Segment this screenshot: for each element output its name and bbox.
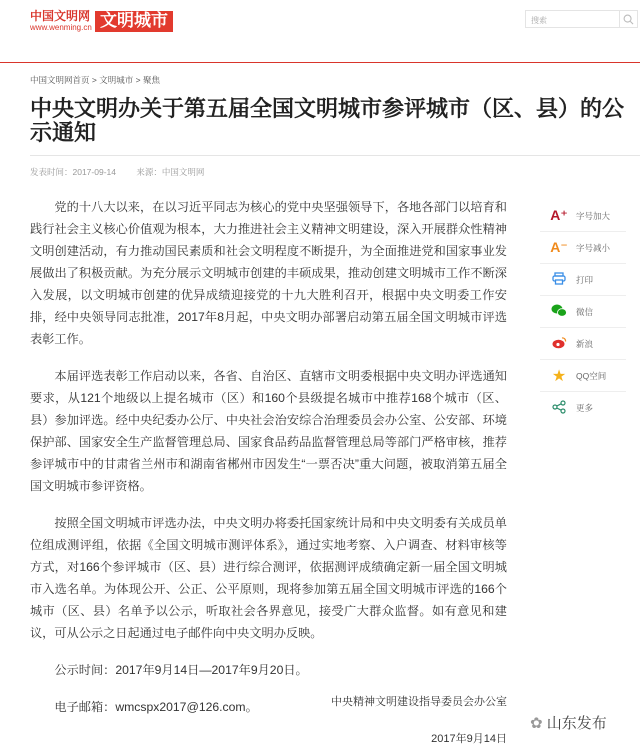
page-title: 中央文明办关于第五届全国文明城市参评城市（区、县）的公示通知 xyxy=(30,96,625,145)
print-button[interactable]: 打印 xyxy=(540,264,626,296)
watermark: ✿ 山东发布 xyxy=(530,715,607,732)
watermark-icon: ✿ xyxy=(530,715,547,732)
paragraph: 本届评选表彰工作启动以来，各省、自治区、直辖市文明委根据中央文明办评选通知要求，从121个地级以上提名城市（区）和160个县级提名城市中推荐168个城市（区、县）参加评选。经中央纪委办公厅、中央社会治安综合治理委员会办公室、公安部、环境保护部、国家安全生产监督管理总局、国家食品药品监督管理总局等部门严格审核，推荐参评城市中的甘肃省兰州市和湖南省郴州市因发生“一票否决”重大问题，被取消第五届全国文明城市参评资格。 xyxy=(30,369,507,493)
channel-logo[interactable]: 文明城市 xyxy=(95,11,173,32)
site-logo[interactable]: 中国文明网 www.wenming.cn xyxy=(30,9,92,32)
article-body xyxy=(30,196,507,733)
publish-date: 发表时间：2017-09-14 xyxy=(30,167,116,177)
share-icon xyxy=(548,400,570,417)
site-header xyxy=(0,0,640,63)
font-decrease-icon: A⁻ xyxy=(550,239,568,255)
search-box[interactable] xyxy=(525,10,638,28)
share-sidebar xyxy=(540,200,626,424)
star-icon: ★ xyxy=(551,367,567,385)
breadcrumb: 中国文明网首页 > 文明城市 > 聚焦 xyxy=(30,75,160,85)
wechat-share-button[interactable]: 微信 xyxy=(540,296,626,328)
weibo-share-button[interactable]: 新浪 xyxy=(540,328,626,360)
paragraph: 党的十八大以来，在以习近平同志为核心的党中央坚强领导下，各地各部门以培育和践行社会主义核心价值观为根本，大力推进社会主义精神文明建设，深入开展群众性精神文明创建活动，有力推动国民素质和社会文明程度不断提升，为全面推进党和国家事业发展做出了积极贡献。为充分展示文明城市创建的丰硕成果，推动创建文明城市工作不断深入发展，以文明城市创建的优异成绩迎接党的十九大胜利召开，根据中央文明委工作安排，经中央领导同志批准，2017年8月起，中央文明办部署启动第五届全国文明城市评选表彰工作。 xyxy=(30,200,507,346)
notice-period: 公示时间：2017年9月14日—2017年9月20日。 xyxy=(54,663,308,677)
qzone-share-button[interactable]: ★ QQ空间 xyxy=(540,360,626,392)
search-input[interactable]: 搜索 xyxy=(531,16,547,25)
article-meta xyxy=(30,166,222,178)
signature-org: 中央精神文明建设指导委员会办公室 xyxy=(331,696,507,708)
wechat-icon xyxy=(548,304,570,320)
font-increase-button[interactable]: A⁺ 字号加大 xyxy=(540,200,626,232)
font-decrease-button[interactable]: A⁻ 字号减小 xyxy=(540,232,626,264)
signature-date: 2017年9月14日 xyxy=(431,733,507,745)
breadcrumb-home[interactable]: 中国文明网首页 xyxy=(30,75,90,85)
contact-email: 电子邮箱：wmcspx2017@126.com。 xyxy=(54,700,258,714)
source: 来源：中国文明网 xyxy=(136,167,205,177)
font-increase-icon: A⁺ xyxy=(550,207,568,223)
printer-icon xyxy=(548,272,570,288)
divider xyxy=(30,155,640,156)
more-share-button[interactable]: 更多 xyxy=(540,392,626,424)
paragraph: 按照全国文明城市评选办法，中央文明办将委托国家统计局和中央文明委有关成员单位组成测评组，依据《全国文明城市测评体系》，通过实地考察、入户调查、材料审核等方式，对166个参评城市（区、县）进行综合测评，依据测评成绩确定新一届全国文明城市入选名单。为体现公开、公正、公平原则，现将参加第五届全国文明城市评选的166个城市（区、县）名单予以公示，听取社会各界意见，接受广大群众监督。如有意见和建议，可从公示之日起通过电子邮件向中央文明办反映。 xyxy=(30,516,507,640)
breadcrumb-channel[interactable]: 文明城市 xyxy=(99,75,134,85)
search-icon[interactable] xyxy=(619,11,637,27)
breadcrumb-section[interactable]: 聚焦 xyxy=(142,75,160,85)
weibo-icon xyxy=(548,336,570,352)
